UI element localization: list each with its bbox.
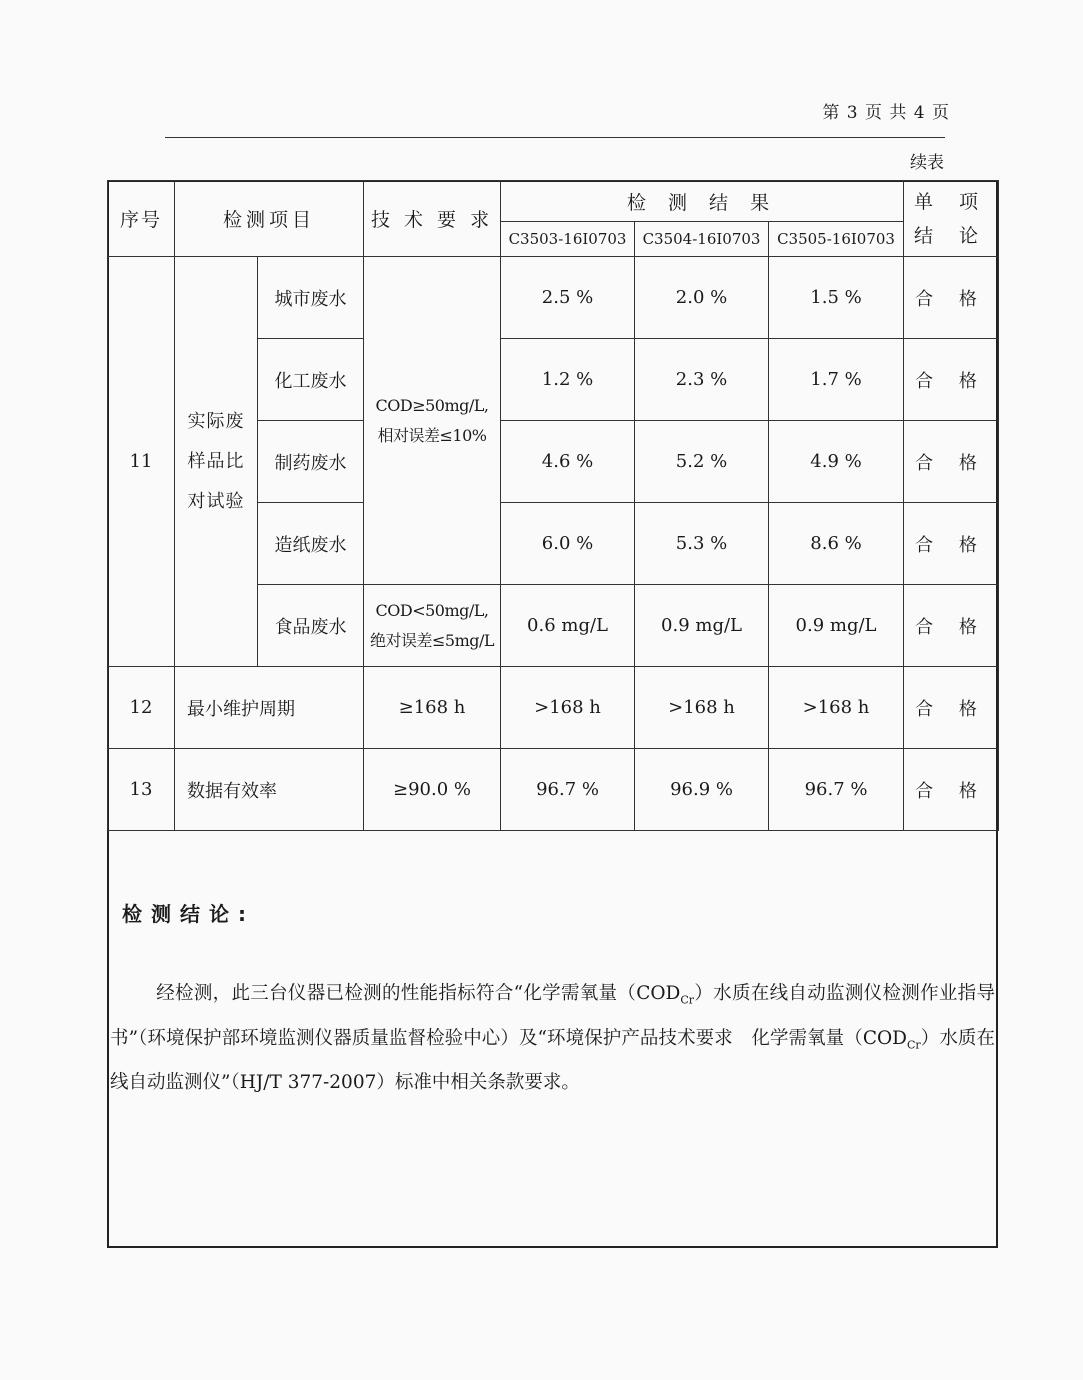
conclusion-value: 合 格	[904, 421, 999, 503]
conclusion-value: 合 格	[904, 257, 999, 339]
row11-category-line3: 对试验	[187, 490, 245, 512]
row13-requirement: ≥90.0 %	[364, 749, 501, 831]
conclusion-value: 合 格	[904, 749, 999, 831]
col-conclusion-line1: 单 项	[913, 190, 989, 213]
instrument-1: C3503-16I0703	[501, 222, 635, 257]
table-row	[108, 667, 999, 749]
req-a-line1: COD≥50mg/L,	[375, 395, 489, 415]
result-value: 2.5 %	[501, 257, 635, 339]
col-item-header: 检测项目	[175, 181, 364, 257]
sample-name: 造纸废水	[258, 503, 364, 585]
conclusion-part3: ）水质在线自动监测仪”（HJ/T 377-2007）标准中相关条款要求。	[110, 1027, 995, 1094]
row11-category	[175, 257, 258, 667]
row12-seq: 12	[108, 667, 175, 749]
page-number: 第 3 页 共 4 页	[822, 103, 950, 123]
header-row	[108, 181, 999, 222]
row12-item: 最小维护周期	[175, 667, 364, 749]
result-value: 4.6 %	[501, 421, 635, 503]
result-value: 96.9 %	[635, 749, 769, 831]
conclusion-value: 合 格	[904, 339, 999, 421]
result-value: 8.6 %	[769, 503, 904, 585]
instrument-2: C3504-16I0703	[635, 222, 769, 257]
table-row	[108, 257, 999, 339]
col-conclusion-line2: 结 论	[913, 224, 989, 247]
result-value: 2.0 %	[635, 257, 769, 339]
header-rule	[165, 137, 945, 138]
conclusion-value: 合 格	[904, 585, 999, 667]
result-value: 5.3 %	[635, 503, 769, 585]
result-value: 96.7 %	[501, 749, 635, 831]
result-value: 0.6 mg/L	[501, 585, 635, 667]
result-value: >168 h	[769, 667, 904, 749]
col-conclusion-header	[904, 181, 999, 257]
result-value: 6.0 %	[501, 503, 635, 585]
row11-category-line1: 实际废	[187, 410, 245, 432]
conclusion-value: 合 格	[904, 503, 999, 585]
row12-requirement: ≥168 h	[364, 667, 501, 749]
table-row	[108, 749, 999, 831]
result-value: 4.9 %	[769, 421, 904, 503]
sample-name: 城市废水	[258, 257, 364, 339]
req-a-line2: 相对误差≤10%	[377, 425, 487, 445]
sample-name: 食品废水	[258, 585, 364, 667]
row11-seq: 11	[108, 257, 175, 667]
row11-requirement-b	[364, 585, 501, 667]
result-value: 0.9 mg/L	[769, 585, 904, 667]
result-value: 1.2 %	[501, 339, 635, 421]
conclusion-part2: ）水质在线自动监测仪检测作业指导书”（环境保护部环境监测仪器质量监督检验中心）及“环境保护产品技术要求 化学需氧量（COD	[110, 983, 995, 1049]
result-value: 2.3 %	[635, 339, 769, 421]
col-seq-header: 序号	[108, 181, 175, 257]
instrument-3: C3505-16I0703	[769, 222, 904, 257]
conclusion-sub1: Cr	[680, 993, 695, 1007]
col-requirement-header: 技 术 要 求	[364, 181, 501, 257]
result-value: 96.7 %	[769, 749, 904, 831]
result-value: 1.7 %	[769, 339, 904, 421]
conclusion-part1: 经检测，此三台仪器已检测的性能指标符合“化学需氧量（COD	[156, 983, 681, 1004]
conclusion-title: 检测结论:	[122, 902, 255, 926]
result-value: 5.2 %	[635, 421, 769, 503]
sample-name: 化工废水	[258, 339, 364, 421]
conclusion-sub2: Cr	[907, 1038, 921, 1052]
result-value: 0.9 mg/L	[635, 585, 769, 667]
result-value: >168 h	[501, 667, 635, 749]
req-b-line1: COD<50mg/L,	[375, 600, 489, 620]
req-b-line2: 绝对误差≤5mg/L	[370, 630, 495, 650]
conclusion-value: 合 格	[904, 667, 999, 749]
conclusion-text	[110, 975, 995, 1102]
row11-category-line2: 样品比	[187, 450, 245, 472]
result-value: 1.5 %	[769, 257, 904, 339]
row13-seq: 13	[108, 749, 175, 831]
result-value: >168 h	[635, 667, 769, 749]
row13-item: 数据有效率	[175, 749, 364, 831]
continued-label: 续表	[910, 153, 944, 173]
row11-requirement-a	[364, 257, 501, 585]
sample-name: 制药废水	[258, 421, 364, 503]
col-results-header: 检 测 结 果	[501, 181, 904, 222]
results-table	[107, 180, 999, 831]
